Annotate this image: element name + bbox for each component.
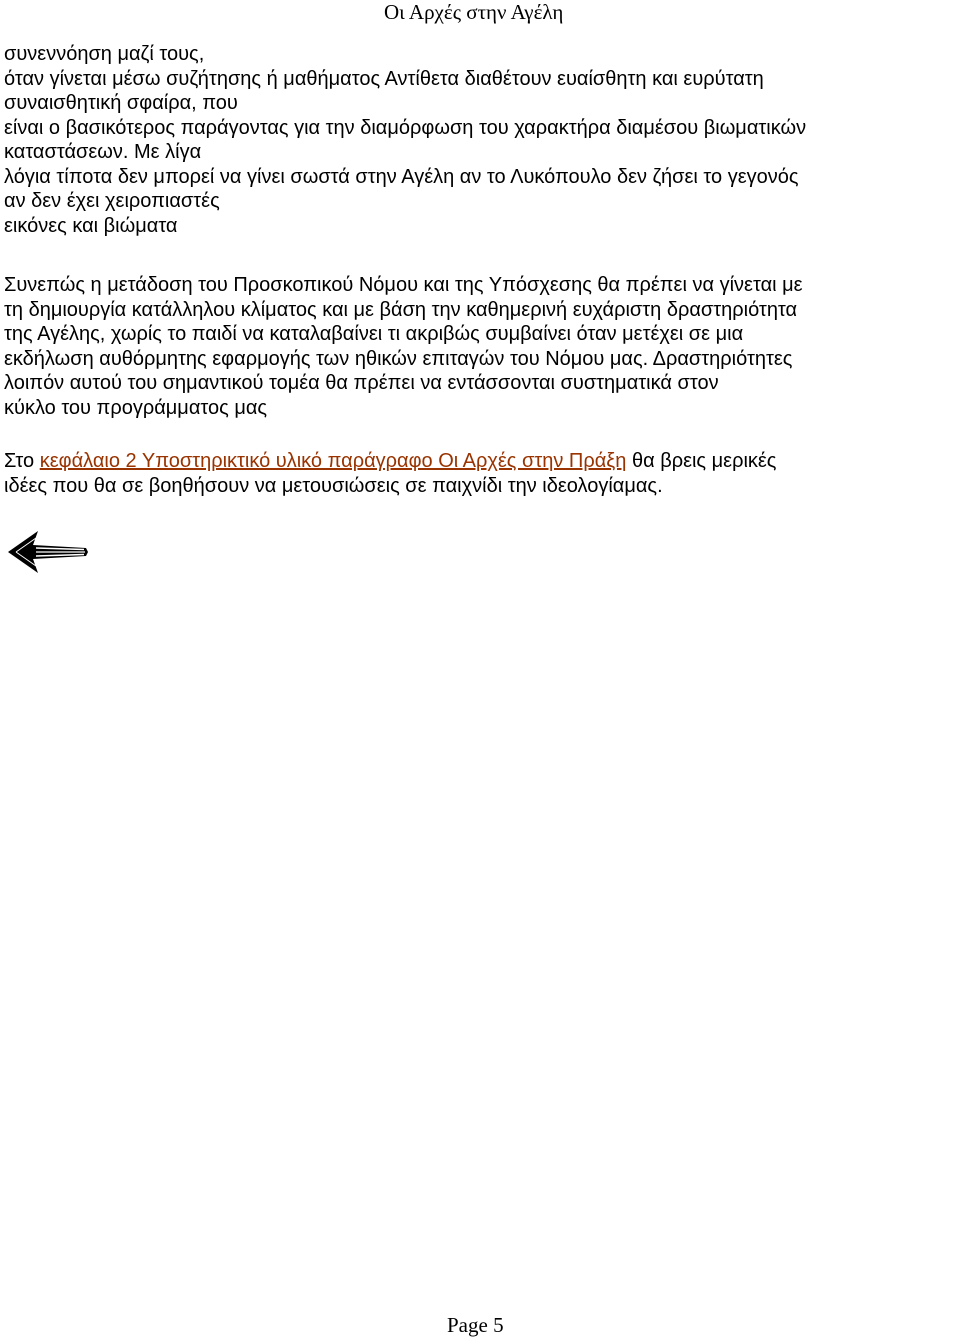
back-arrow-svg bbox=[6, 528, 90, 576]
back-arrow-icon[interactable] bbox=[6, 528, 90, 576]
reference-text-before: Στο bbox=[4, 450, 40, 472]
paragraph-reference bbox=[4, 449, 956, 498]
page-number: Page 5 bbox=[447, 1313, 504, 1337]
page-header-title: Οι Αρχές στην Αγέλη bbox=[384, 0, 564, 24]
paragraph-law-transmission: Συνεπώς η μετάδοση του Προσκοπικού Νόμου και της Υπόσχεσης θα πρέπει να γίνεται με τη δημιουργία κατάλληλου κλίματος και με βάση την καθημερινή ευχάριστη δραστηριότητα της Αγέλης, χωρίς το παιδί να καταλαβαίνει τι ακριβώς συμβαίνει όταν μετέχει σε μια εκδήλωση αυθόρμητης εφαρμογής των ηθικών επιταγών του Νόμου μας. Δραστηριότητες λοιπόν αυτού του σημαντικού τομέα θα πρέπει να εντάσσονται συστηματικά στον κύκλο του προγράμματος μας bbox=[4, 274, 803, 419]
chapter-2-link[interactable]: κεφάλαιο 2 Υποστηρικτικό υλικό παράγραφο Οι Αρχές στην Πράξη bbox=[39, 450, 627, 472]
reference-text-after: θα βρεις μερικές ιδέες που θα σε βοηθήσουν να μετουσιώσεις σε παιχνίδι την ιδεολογίαμας. bbox=[4, 450, 777, 497]
paragraph-intro: συνεννόηση μαζί τους, όταν γίνεται μέσω συζήτησης ή μαθήματος Αντίθετα διαθέτουν ευαίσθητη και ευρύτατη συναισθητική σφαίρα, που είναι ο βασικότερος παράγοντας για την διαμόρφωση του χαρακτήρα διαμέσου βιωματικών καταστάσεων. Με λίγα λόγια τίποτα δεν μπορεί να γίνει σωστά στην Αγέλη αν το Λυκόπουλο δεν ζήσει το γεγονός αν δεν έχει χειροπιαστές εικόνες και βιώματα bbox=[4, 43, 807, 237]
